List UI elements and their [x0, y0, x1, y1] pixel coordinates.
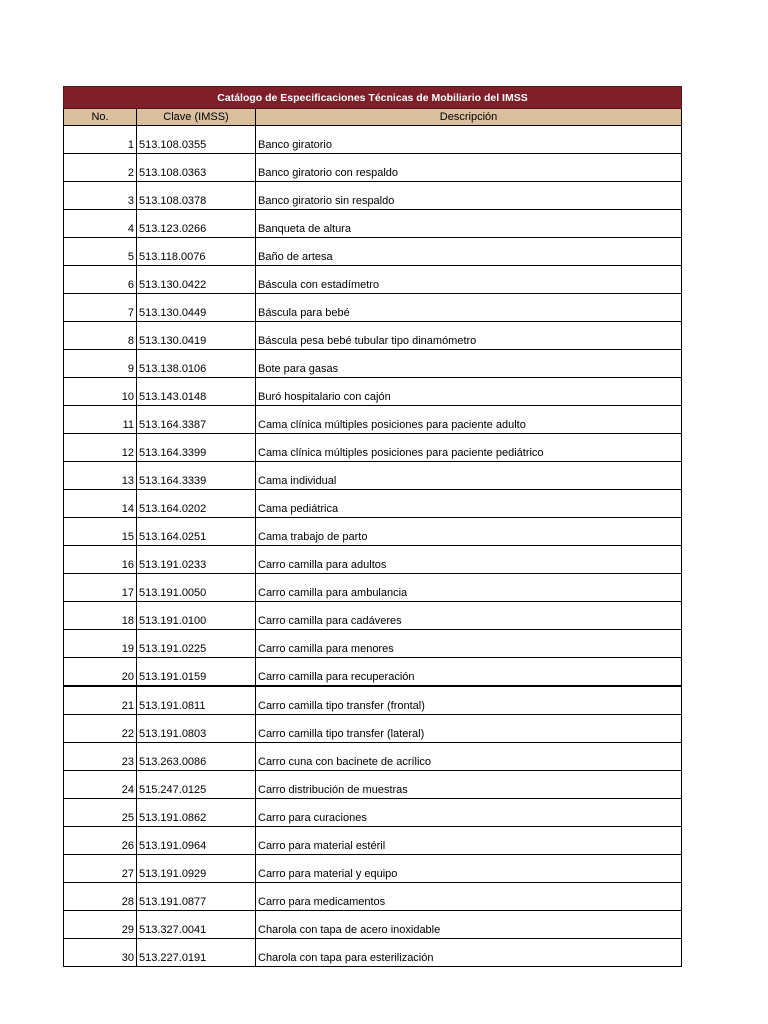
cell-descripcion: Buró hospitalario con cajón	[256, 378, 682, 406]
table-row	[64, 630, 682, 658]
cell-no: 3	[64, 182, 137, 210]
cell-clave: 513.164.3339	[137, 462, 256, 490]
table-row	[64, 518, 682, 546]
cell-descripcion: Cama pediátrica	[256, 490, 682, 518]
cell-descripcion: Cama clínica múltiples posiciones para paciente pediátrico	[256, 434, 682, 462]
cell-clave: 513.108.0363	[137, 154, 256, 182]
cell-clave: 515.247.0125	[137, 771, 256, 799]
cell-no: 27	[64, 855, 137, 883]
table-row	[64, 126, 682, 154]
cell-descripcion: Carro camilla para ambulancia	[256, 574, 682, 602]
cell-no: 1	[64, 126, 137, 154]
cell-clave: 513.123.0266	[137, 210, 256, 238]
table-row	[64, 715, 682, 743]
cell-clave: 513.130.0422	[137, 266, 256, 294]
cell-no: 21	[64, 686, 137, 715]
table-row	[64, 406, 682, 434]
cell-descripcion: Carro camilla para adultos	[256, 546, 682, 574]
cell-no: 2	[64, 154, 137, 182]
cell-clave: 513.143.0148	[137, 378, 256, 406]
table-row	[64, 154, 682, 182]
cell-clave: 513.191.0159	[137, 658, 256, 687]
cell-clave: 513.191.0100	[137, 602, 256, 630]
title-row	[64, 87, 682, 109]
cell-clave: 513.164.3387	[137, 406, 256, 434]
cell-no: 24	[64, 771, 137, 799]
cell-clave: 513.130.0449	[137, 294, 256, 322]
cell-descripcion: Banqueta de altura	[256, 210, 682, 238]
table-row	[64, 574, 682, 602]
cell-no: 23	[64, 743, 137, 771]
cell-clave: 513.191.0877	[137, 883, 256, 911]
cell-no: 4	[64, 210, 137, 238]
cell-no: 12	[64, 434, 137, 462]
table-row	[64, 911, 682, 939]
cell-clave: 513.263.0086	[137, 743, 256, 771]
cell-clave: 513.164.0202	[137, 490, 256, 518]
cell-descripcion: Banco giratorio sin respaldo	[256, 182, 682, 210]
cell-clave: 513.191.0233	[137, 546, 256, 574]
cell-no: 30	[64, 939, 137, 967]
cell-descripcion: Carro camilla para recuperación	[256, 658, 682, 687]
table-row	[64, 799, 682, 827]
cell-descripcion: Charola con tapa para esterilización	[256, 939, 682, 967]
cell-no: 16	[64, 546, 137, 574]
table-title: Catálogo de Especificaciones Técnicas de Mobiliario del IMSS	[64, 87, 682, 109]
cell-descripcion: Carro camilla para menores	[256, 630, 682, 658]
cell-no: 6	[64, 266, 137, 294]
cell-clave: 513.327.0041	[137, 911, 256, 939]
table-row	[64, 686, 682, 715]
cell-clave: 513.164.3399	[137, 434, 256, 462]
column-header-descripcion: Descripción	[256, 109, 682, 126]
cell-no: 10	[64, 378, 137, 406]
table-row	[64, 602, 682, 630]
cell-no: 18	[64, 602, 137, 630]
table-row	[64, 182, 682, 210]
cell-clave: 513.191.0811	[137, 686, 256, 715]
table-row	[64, 210, 682, 238]
cell-no: 28	[64, 883, 137, 911]
cell-descripcion: Báscula con estadímetro	[256, 266, 682, 294]
cell-descripcion: Cama clínica múltiples posiciones para paciente adulto	[256, 406, 682, 434]
table-row	[64, 462, 682, 490]
table-row	[64, 771, 682, 799]
cell-clave: 513.191.0225	[137, 630, 256, 658]
cell-clave: 513.191.0964	[137, 827, 256, 855]
cell-descripcion: Báscula pesa bebé tubular tipo dinamómetro	[256, 322, 682, 350]
table-row	[64, 883, 682, 911]
cell-descripcion: Carro para material y equipo	[256, 855, 682, 883]
cell-no: 19	[64, 630, 137, 658]
table-body	[64, 126, 682, 967]
cell-clave: 513.191.0803	[137, 715, 256, 743]
table-row	[64, 266, 682, 294]
cell-no: 26	[64, 827, 137, 855]
cell-no: 13	[64, 462, 137, 490]
cell-descripcion: Banco giratorio	[256, 126, 682, 154]
cell-descripcion: Carro para material estéril	[256, 827, 682, 855]
cell-no: 9	[64, 350, 137, 378]
cell-descripcion: Carro camilla tipo transfer (lateral)	[256, 715, 682, 743]
table-row	[64, 855, 682, 883]
column-header-no: No.	[64, 109, 137, 126]
table-row	[64, 434, 682, 462]
table-row	[64, 378, 682, 406]
table-row	[64, 546, 682, 574]
cell-clave: 513.227.0191	[137, 939, 256, 967]
column-header-clave: Clave (IMSS)	[137, 109, 256, 126]
cell-descripcion: Carro para medicamentos	[256, 883, 682, 911]
cell-clave: 513.130.0419	[137, 322, 256, 350]
table-row	[64, 658, 682, 687]
cell-descripcion: Carro cuna con bacinete de acrílico	[256, 743, 682, 771]
cell-descripcion: Banco giratorio con respaldo	[256, 154, 682, 182]
cell-descripcion: Báscula para bebé	[256, 294, 682, 322]
table-row	[64, 490, 682, 518]
table-row	[64, 743, 682, 771]
cell-descripcion: Carro para curaciones	[256, 799, 682, 827]
catalog-table	[63, 86, 682, 967]
table-row	[64, 294, 682, 322]
cell-descripcion: Bote para gasas	[256, 350, 682, 378]
cell-clave: 513.118.0076	[137, 238, 256, 266]
cell-descripcion: Cama individual	[256, 462, 682, 490]
cell-descripcion: Carro camilla tipo transfer (frontal)	[256, 686, 682, 715]
cell-no: 15	[64, 518, 137, 546]
catalog-sheet	[63, 86, 681, 967]
cell-clave: 513.191.0050	[137, 574, 256, 602]
cell-clave: 513.191.0862	[137, 799, 256, 827]
cell-no: 11	[64, 406, 137, 434]
table-row	[64, 322, 682, 350]
table-row	[64, 827, 682, 855]
table-row	[64, 238, 682, 266]
cell-no: 29	[64, 911, 137, 939]
cell-clave: 513.191.0929	[137, 855, 256, 883]
cell-clave: 513.138.0106	[137, 350, 256, 378]
table-row	[64, 939, 682, 967]
cell-no: 14	[64, 490, 137, 518]
cell-clave: 513.108.0378	[137, 182, 256, 210]
cell-descripcion: Cama trabajo de parto	[256, 518, 682, 546]
cell-descripcion: Carro camilla para cadáveres	[256, 602, 682, 630]
cell-no: 17	[64, 574, 137, 602]
cell-descripcion: Charola con tapa de acero inoxidable	[256, 911, 682, 939]
cell-descripcion: Carro distribución de muestras	[256, 771, 682, 799]
cell-no: 20	[64, 658, 137, 687]
cell-no: 5	[64, 238, 137, 266]
header-row	[64, 109, 682, 126]
cell-clave: 513.108.0355	[137, 126, 256, 154]
cell-no: 22	[64, 715, 137, 743]
cell-no: 7	[64, 294, 137, 322]
table-row	[64, 350, 682, 378]
cell-no: 8	[64, 322, 137, 350]
cell-clave: 513.164.0251	[137, 518, 256, 546]
cell-no: 25	[64, 799, 137, 827]
cell-descripcion: Baño de artesa	[256, 238, 682, 266]
